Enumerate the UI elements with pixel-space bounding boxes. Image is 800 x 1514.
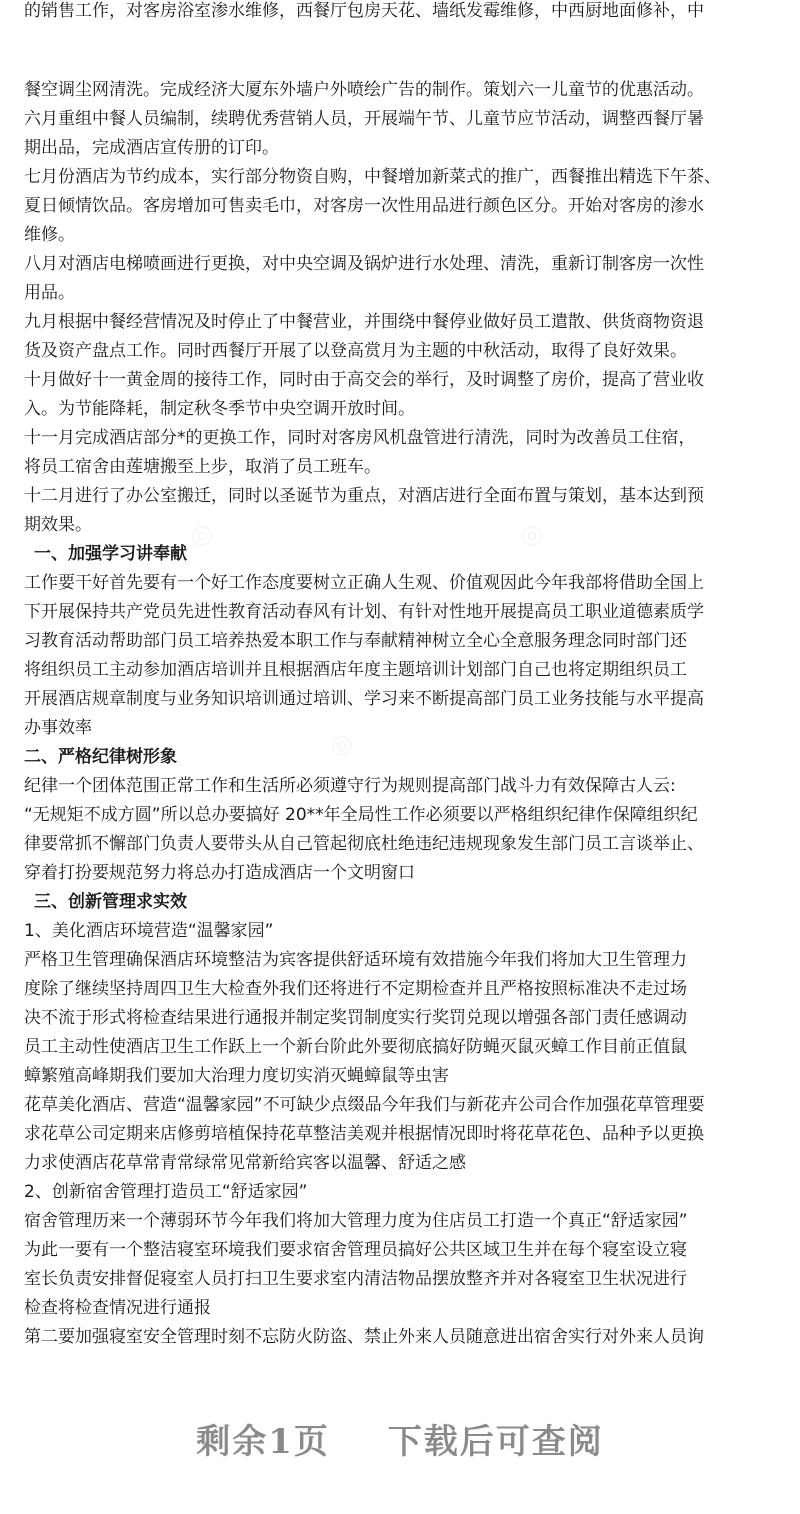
text-line: 花草美化酒店、营造“温馨家园”不可缺少点缀品今年我们与新花卉公司合作加强花草管理要 <box>24 1095 705 1115</box>
subsection-heading: 1、美化酒店环境营造“温馨家园” <box>24 921 274 941</box>
download-prompt[interactable] <box>0 1414 800 1474</box>
text-line: 第二要加强寝室安全管理时刻不忘防火防盗、禁止外来人员随意进出宿舍实行对外来人员询 <box>24 1327 704 1347</box>
text-line: 期出品，完成酒店宣传册的订印。 <box>24 138 279 158</box>
text-line: “无规矩不成方圆”所以总办要搞好 20**年全局性工作必须要以严格组织纪律作保障组织纪 <box>24 805 698 825</box>
text-line: 员工主动性使酒店卫生工作跃上一个新台阶此外要彻底搞好防蝇灭鼠灭蟑工作目前正值鼠 <box>24 1037 687 1057</box>
text-line: 办事效率 <box>24 718 92 738</box>
text-line: 律要常抓不懈部门负责人要带头从自己管起彻底杜绝违纪违规现象发生部门员工言谈举止、 <box>24 834 704 854</box>
text-line: 九月根据中餐经营情况及时停止了中餐营业，并围绕中餐停业做好员工遣散、供货商物资退 <box>24 312 704 332</box>
subsection-heading: 2、创新宿舍管理打造员工“舒适家园” <box>24 1182 308 1202</box>
text-line: 期效果。 <box>24 515 92 535</box>
remaining-pages-label: 剩余1页 <box>196 1422 330 1462</box>
text-line: 为此一要有一个整洁寝室环境我们要求宿舍管理员搞好公共区域卫生并在每个寝室设立寝 <box>24 1240 687 1260</box>
text-line: 货及资产盘点工作。同时西餐厅开展了以登高赏月为主题的中秋活动，取得了良好效果。 <box>24 341 687 361</box>
text-line: 十二月进行了办公室搬迁，同时以圣诞节为重点，对酒店进行全面布置与策划，基本达到预 <box>24 486 704 506</box>
section-heading: 一、加强学习讲奉献 <box>34 544 187 564</box>
text-line: 餐空调尘网清洗。完成经济大厦东外墙户外喷绘广告的制作。策划六一儿童节的优惠活动。 <box>24 80 704 100</box>
text-line: 十一月完成酒店部分*的更换工作，同时对客房风机盘管进行清洗，同时为改善员工住宿， <box>24 428 696 448</box>
text-line: 的销售工作，对客房浴室渗水维修，西餐厅包房天花、墙纸发霉维修，中西厨地面修补，中 <box>24 1 704 21</box>
text-line: 宿舍管理历来一个薄弱环节今年我们将加大管理力度为住店员工打造一个真正“舒适家园” <box>24 1211 688 1231</box>
text-line: 蟑繁殖高峰期我们要加大治理力度切实消灭蝇蟑鼠等虫害 <box>24 1066 449 1086</box>
text-line: 工作要干好首先要有一个好工作态度要树立正确人生观、价值观因此今年我部将借助全国上 <box>24 573 704 593</box>
text-line: 严格卫生管理确保酒店环境整洁为宾客提供舒适环境有效措施今年我们将加大卫生管理力 <box>24 950 687 970</box>
text-line: 十月做好十一黄金周的接待工作，同时由于高交会的举行，及时调整了房价，提高了营业收 <box>24 370 704 390</box>
text-line: 六月重组中餐人员编制，续聘优秀营销人员，开展端午节、儿童节应节活动，调整西餐厅暑 <box>24 109 704 129</box>
text-line: 入。为节能降耗，制定秋冬季节中央空调开放时间。 <box>24 399 415 419</box>
text-line: 将员工宿舍由莲塘搬至上步，取消了员工班车。 <box>24 457 381 477</box>
text-line: 将组织员工主动参加酒店培训并且根据酒店年度主题培训计划部门自己也将定期组织员工 <box>24 660 687 680</box>
text-line: 八月对酒店电梯喷画进行更换，对中央空调及锅炉进行水处理、清洗，重新订制客房一次性 <box>24 254 704 274</box>
text-line: 力求使酒店花草常青常绿常见常新给宾客以温馨、舒适之感 <box>24 1153 466 1173</box>
section-heading: 三、创新管理求实效 <box>34 892 187 912</box>
text-line: 维修。 <box>24 225 75 245</box>
text-line: 穿着打扮要规范努力将总办打造成酒店一个文明窗口 <box>24 863 415 883</box>
text-line: 开展酒店规章制度与业务知识培训通过培训、学习来不断提高部门员工业务技能与水平提高 <box>24 689 704 709</box>
text-line: 习教育活动帮助部门员工培养热爱本职工作与奉献精神树立全心全意服务理念同时部门还 <box>24 631 687 651</box>
download-to-view-label[interactable]: 下载后可查阅 <box>387 1422 604 1462</box>
text-line: 用品。 <box>24 283 75 303</box>
text-line: 下开展保持共产党员先进性教育活动春风有计划、有针对性地开展提高员工职业道德素质学 <box>24 602 704 622</box>
text-line: 决不流于形式将检查结果进行通报并制定奖罚制度实行奖罚兑现以增强各部门责任感调动 <box>24 1008 687 1028</box>
text-line: 七月份酒店为节约成本，实行部分物资自购，中餐增加新菜式的推广，西餐推出精选下午茶、 <box>24 167 721 187</box>
text-line: 室长负责安排督促寝室人员打扫卫生要求室内清洁物品摆放整齐并对各寝室卫生状况进行 <box>24 1269 687 1289</box>
text-line: 夏日倾情饮品。客房增加可售卖毛巾，对客房一次性用品进行颜色区分。开始对客房的渗水 <box>24 196 704 216</box>
section-heading: 二、严格纪律树形象 <box>24 747 177 767</box>
text-line: 度除了继续坚持周四卫生大检查外我们还将进行不定期检查并且严格按照标准决不走过场 <box>24 979 687 999</box>
text-line: 求花草公司定期来店修剪培植保持花草整洁美观并根据情况即时将花草花色、品种予以更换 <box>24 1124 704 1144</box>
text-line: 纪律一个团体范围正常工作和生活所必须遵守行为规则提高部门战斗力有效保障古人云: <box>24 776 676 796</box>
text-line: 检查将检查情况进行通报 <box>24 1298 211 1318</box>
